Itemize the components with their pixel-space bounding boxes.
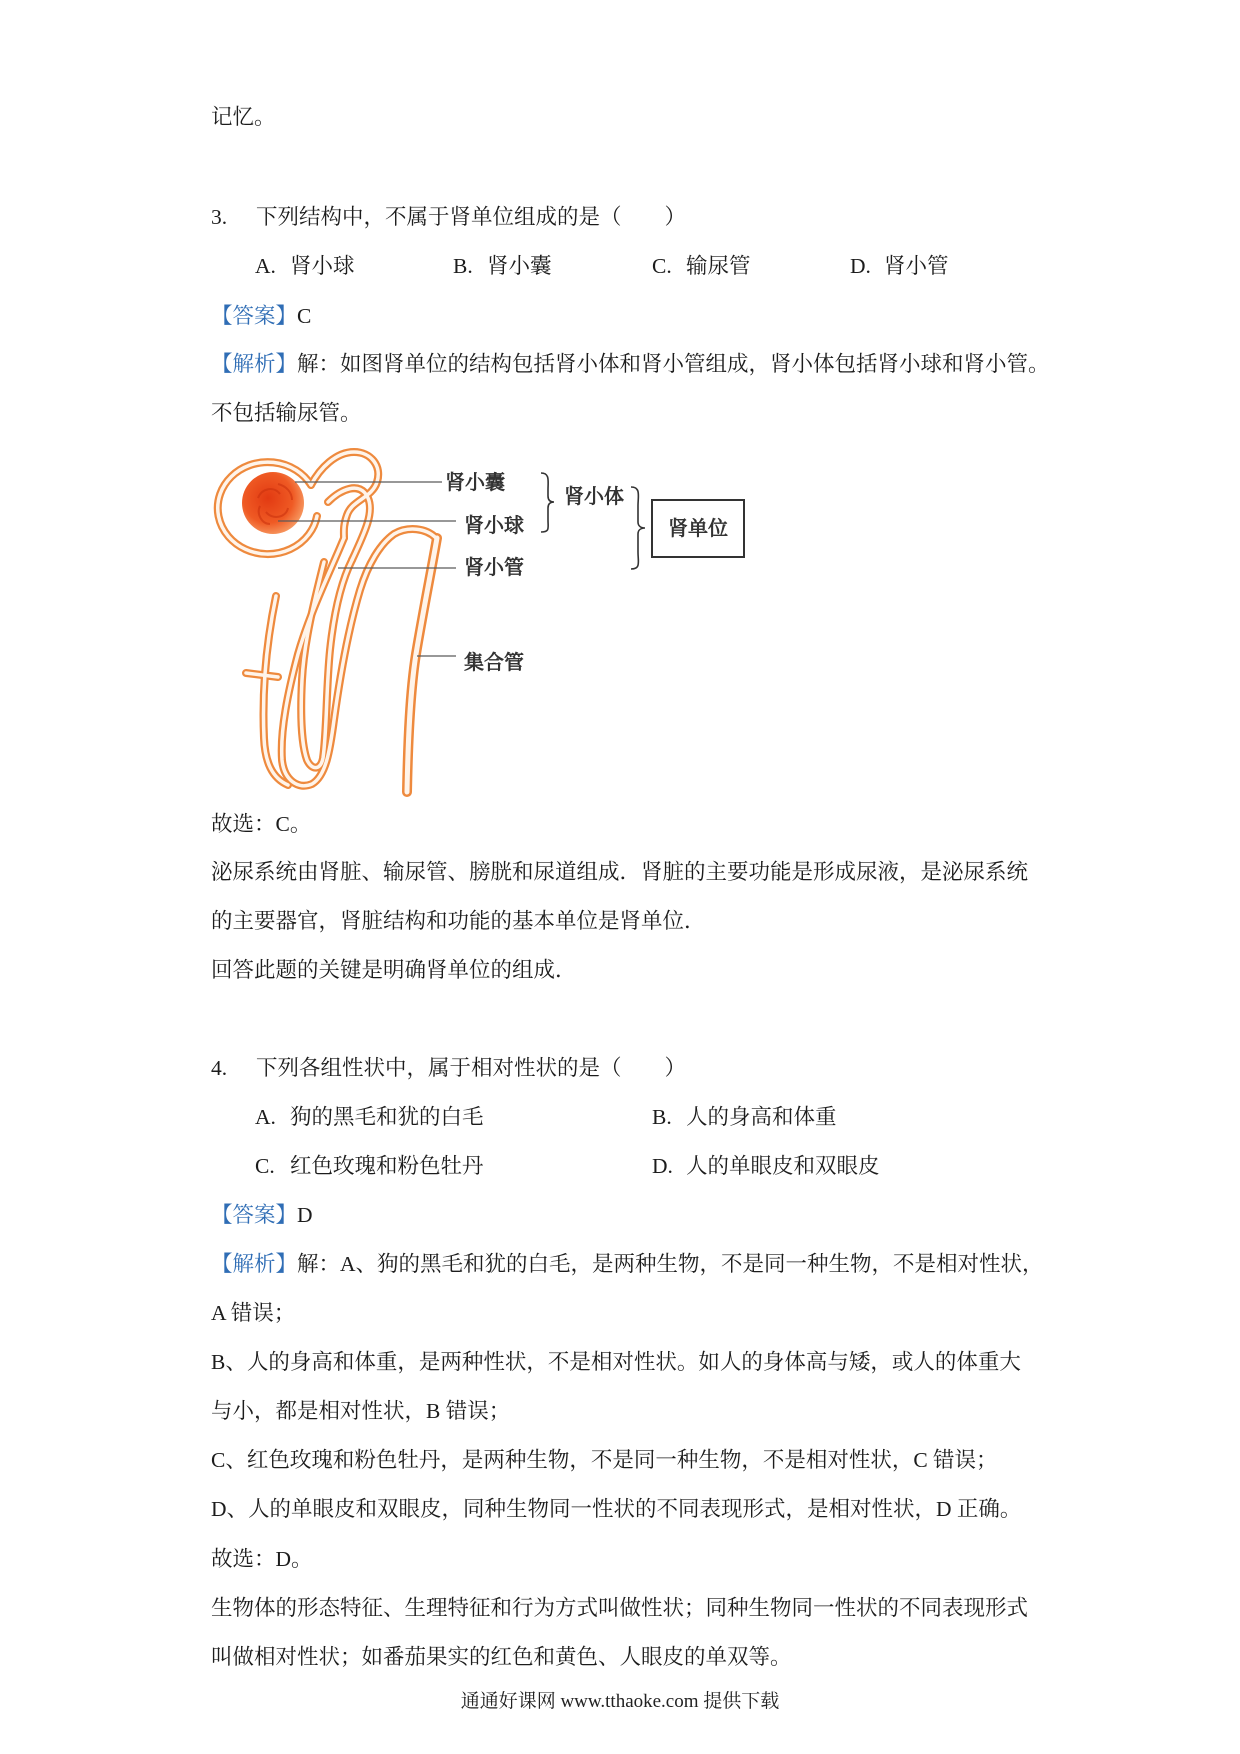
q4-answer-value: D <box>297 1203 313 1227</box>
q3-option-d-text: 肾小管 <box>884 254 949 278</box>
q4-answer-tag: 【答案】 <box>211 1203 298 1227</box>
label-tubule: 肾小管 <box>464 555 524 579</box>
q3-answer-tag: 【答案】 <box>211 304 298 328</box>
q4-analysis-line-6: D、人的单眼皮和双眼皮，同种生物同一性状的不同表现形式，是相对性状，D 正确。 <box>211 1497 1022 1521</box>
q4-option-a-text: 狗的黑毛和犹的白毛 <box>290 1105 484 1129</box>
q4-option-d-text: 人的单眼皮和双眼皮 <box>686 1154 880 1178</box>
q4-options-row-2 <box>0 1151 1240 1181</box>
q4-analysis-line-3: B、人的身高和体重，是两种性状，不是相对性状。如人的身体高与矮，或人的体重大 <box>211 1350 1021 1374</box>
q4-answer-line <box>211 1200 313 1230</box>
q4-option-c-letter: C. <box>255 1154 275 1178</box>
q3-analysis-tag: 【解析】 <box>211 352 298 376</box>
label-glomerulus: 肾小球 <box>464 513 524 537</box>
q4-analysis-text-1: 解：A、狗的黑毛和犹的白毛，是两种生物，不是同一种生物，不是相对性状， <box>297 1252 1044 1276</box>
label-renal-corpuscle: 肾小体 <box>564 484 624 508</box>
q4-analysis-line-5: C、红色玫瑰和粉色牡丹，是两种生物，不是同一种生物，不是相对性状，C 错误； <box>211 1448 998 1472</box>
q3-note-1: 泌尿系统由肾脏、输尿管、膀胱和尿道组成．肾脏的主要功能是形成尿液，是泌尿系统 <box>211 860 1029 884</box>
q4-stem: 下列各组性状中，属于相对性状的是（ ） <box>256 1056 687 1080</box>
nephron-brace <box>631 487 645 569</box>
q3-conclusion: 故选：C。 <box>211 812 312 836</box>
q3-option-d-letter: D. <box>850 254 871 278</box>
nephron-diagram <box>200 440 760 800</box>
q4-note-2: 叫做相对性状；如番茄果实的红色和黄色、人眼皮的单双等。 <box>211 1645 792 1669</box>
q3-answer-line <box>211 301 311 331</box>
q4-analysis-line-4: 与小，都是相对性状，B 错误； <box>211 1399 511 1423</box>
carryover-text: 记忆。 <box>211 105 276 129</box>
renal-corpuscle-brace <box>541 473 554 532</box>
q4-option-c-text: 红色玫瑰和粉色牡丹 <box>290 1154 484 1178</box>
label-collecting-duct: 集合管 <box>464 650 524 674</box>
q3-option-b-text: 肾小囊 <box>487 254 552 278</box>
q4-option-d-letter: D. <box>652 1154 673 1178</box>
q3-note-3: 回答此题的关键是明确肾单位的组成． <box>211 958 577 982</box>
q4-stem-row <box>0 1053 1240 1083</box>
q4-analysis-line-1 <box>211 1249 1044 1279</box>
q3-option-a-text: 肾小球 <box>290 254 355 278</box>
q3-option-c-text: 输尿管 <box>686 254 751 278</box>
q4-option-b-letter: B. <box>652 1105 672 1129</box>
page-footer: 通通好课网 www.tthaoke.com 提供下载 <box>460 1691 780 1712</box>
q3-analysis-line-1 <box>211 349 1050 379</box>
label-nephron: 肾单位 <box>668 516 728 540</box>
q3-answer-value: C <box>297 304 312 328</box>
q3-number: 3. <box>211 205 228 229</box>
q4-analysis-line-2: A 错误； <box>211 1301 296 1325</box>
q3-analysis-text-1: 解：如图肾单位的结构包括肾小体和肾小管组成，肾小体包括肾小球和肾小管。 <box>297 352 1050 376</box>
q3-stem: 下列结构中，不属于肾单位组成的是（ ） <box>256 205 687 229</box>
glomerulus-ball <box>242 472 304 534</box>
q4-options-row-1 <box>0 1102 1240 1132</box>
q4-conclusion: 故选：D。 <box>211 1547 313 1571</box>
q3-option-c-letter: C. <box>652 254 672 278</box>
q4-analysis-tag: 【解析】 <box>211 1252 298 1276</box>
q3-analysis-line-2: 不包括输尿管。 <box>211 401 362 425</box>
q4-option-b-text: 人的身高和体重 <box>686 1105 837 1129</box>
label-capsule: 肾小囊 <box>445 470 505 494</box>
q4-note-1: 生物体的形态特征、生理特征和行为方式叫做性状；同种生物同一性状的不同表现形式 <box>211 1596 1029 1620</box>
q3-option-b-letter: B. <box>453 254 473 278</box>
q4-option-a-letter: A. <box>255 1105 276 1129</box>
q3-options <box>0 251 1240 281</box>
q4-number: 4. <box>211 1056 228 1080</box>
q3-option-a-letter: A. <box>255 254 276 278</box>
q3-note-2: 的主要器官，肾脏结构和功能的基本单位是肾单位． <box>211 909 706 933</box>
q3-stem-row <box>0 202 1240 232</box>
